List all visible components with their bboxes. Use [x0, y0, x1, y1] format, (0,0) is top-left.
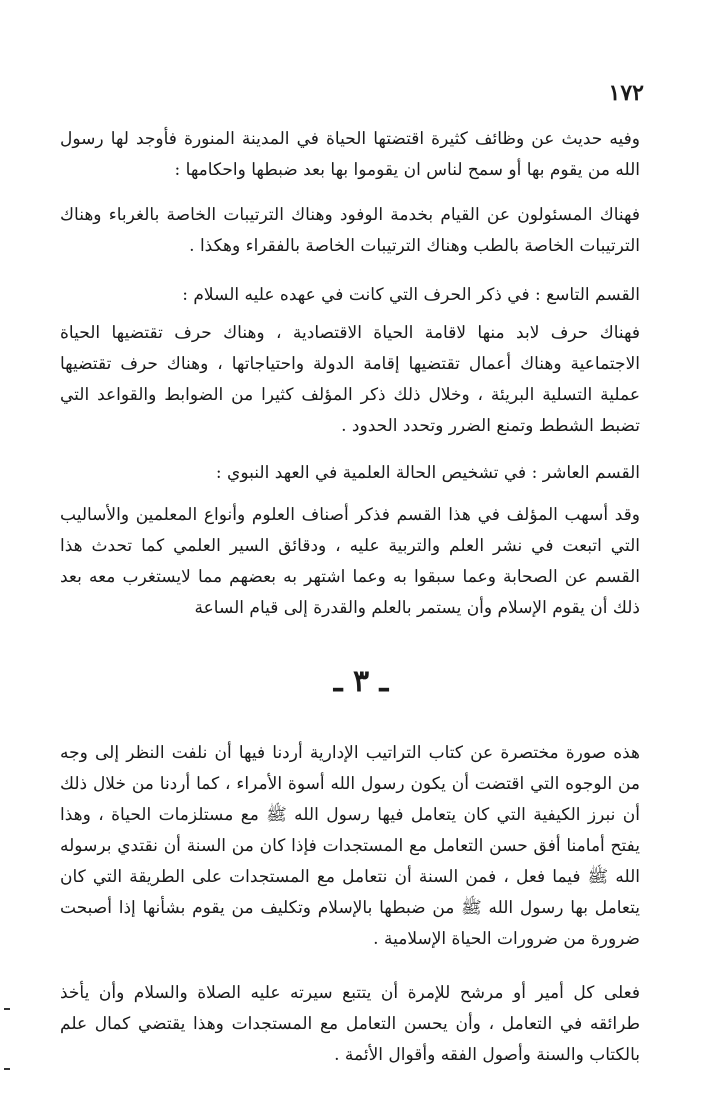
- section-number: ـ ٣ ـ: [333, 664, 389, 699]
- paragraph-6: [60, 978, 640, 1071]
- paragraph-1-text: وفيه حديث عن وظائف كثيرة اقتضتها الحياة في المدينة المنورة فأوجد لها رسول الله من يقوم بها أو سمح لناس ان يقوموا بها بعد ضبطها واحكامها :: [60, 129, 640, 180]
- paragraph-6-text: فعلى كل أمير أو مرشح للإمرة أن يتتبع سيرته عليه الصلاة والسلام وأن يأخذ طرائقه في التعامل ، وأن يحسن التعامل مع المستجدات وهذا يقتضي كمال علم بالكتاب والسنة وأصول الفقه وأقوال الأئمة .: [60, 983, 640, 1065]
- paragraph-2-text: فهناك المسئولون عن القيام بخدمة الوفود وهناك الترتيبات الخاصة بالغرباء وهناك الترتيبات الخاصة بالطب وهناك الترتيبات الخاصة بالفقراء وهكذا .: [60, 205, 640, 256]
- margin-mark: [4, 1008, 10, 1010]
- page-number: ١٧٢: [608, 80, 644, 106]
- paragraph-3-text: فهناك حرف لابد منها لاقامة الحياة الاقتصادية ، وهناك حرف تقتضيها الحياة الاجتماعية وهناك أعمال تقتضيها إقامة الدولة واحتياجاتها ، وهناك حرف تقتضيها عملية التسلية البريئة ، وخلال ذلك ذكر المؤلف كثيرا من الضوابط والقواعد التي تضبط الشطط وتمنع الضرر وتحدد الحدود .: [60, 323, 640, 436]
- paragraph-3: [60, 318, 640, 442]
- paragraph-4: [60, 500, 640, 624]
- section-10-heading: القسم العاشر : في تشخيص الحالة العلمية في العهد النبوي :: [215, 463, 640, 483]
- paragraph-5: [60, 738, 640, 955]
- margin-mark: [4, 1068, 10, 1070]
- section-9-heading: القسم التاسع : في ذكر الحرف التي كانت في عهده عليه السلام :: [182, 285, 640, 305]
- paragraph-1: [60, 124, 640, 186]
- paragraph-5-text: هذه صورة مختصرة عن كتاب التراتيب الإدارية أردنا فيها أن نلفت النظر إلى وجه من الوجوه التي اقتضت أن يكون رسول الله أسوة الأمراء ، كما أردنا من خلال ذلك أن نبرز الكيفية التي كان يتعامل فيها رسول الله ﷺ مع مستلزمات الحياة ، وهذا يفتح أمامنا أفق حسن التعامل مع المستجدات فإذا كان من السنة أن نقتدي برسوله الله ﷺ فيما فعل ، فمن السنة أن نتعامل مع المستجدات على الطريقة التي كان يتعامل بها رسول الله ﷺ من ضبطها بالإسلام وتكليف من يقوم بشأنها إذا أصبحت ضرورة من ضرورات الحياة الإسلامية .: [60, 743, 640, 949]
- paragraph-4-text: وقد أسهب المؤلف في هذا القسم فذكر أصناف العلوم وأنواع المعلمين والأساليب التي اتبعت في نشر العلم والتربية عليه ، ودقائق السير العلمي كما تحدث هذا القسم عن الصحابة وعما سبقوا به وعما اشتهر به بعضهم مما لايستغرب معه بعد ذلك أن يقوم الإسلام وأن يستمر بالعلم والقدرة إلى قيام الساعة: [60, 505, 640, 618]
- paragraph-2: [60, 200, 640, 262]
